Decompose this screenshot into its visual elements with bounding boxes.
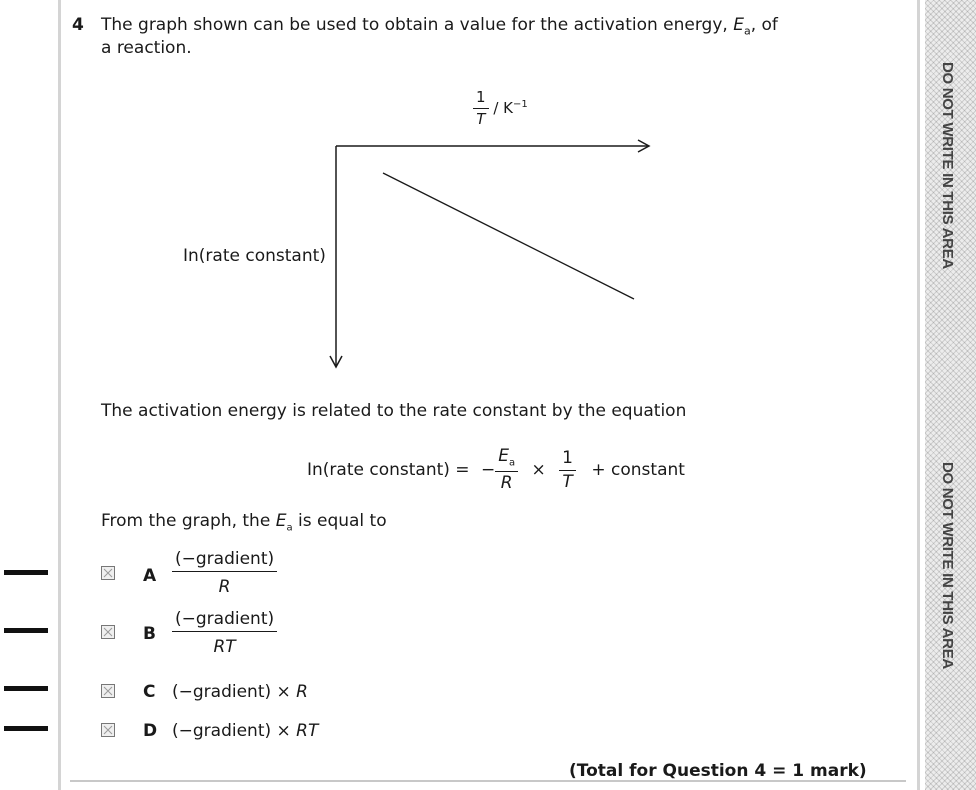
equation-intro: The activation energy is related to the rate constant by the equation <box>101 401 687 421</box>
prompt: From the graph, the $E_a$ is equal to <box>101 511 387 534</box>
total-marks: (Total for Question 4 = 1 mark) <box>569 761 867 781</box>
option-c-letter: C <box>143 682 156 702</box>
margin-tick-d <box>4 726 48 731</box>
option-d-checkbox[interactable] <box>101 723 115 737</box>
option-c-checkbox[interactable] <box>101 684 115 698</box>
option-d-letter: D <box>143 721 158 741</box>
option-a-checkbox[interactable] <box>101 566 115 580</box>
graph <box>0 0 700 380</box>
question-number: 4 <box>72 15 84 35</box>
no-write-label-bottom: DO NOT WRITE IN THIS AREA <box>939 462 956 669</box>
margin-tick-a <box>4 570 48 575</box>
right-margin-rule <box>917 0 920 790</box>
graph-line <box>383 173 634 299</box>
margin-tick-c <box>4 686 48 691</box>
question-stem-line1: The graph shown can be used to obtain a value for the activation energy, $E_a$, of <box>101 15 778 38</box>
margin-tick-b <box>4 628 48 633</box>
option-b-letter: B <box>143 624 156 644</box>
option-a-letter: A <box>143 566 157 586</box>
question-stem-line2: a reaction. <box>101 38 192 58</box>
option-a-text[interactable]: $\frac{\text{(−gradient)}}{R}$ <box>172 551 277 596</box>
option-b-checkbox[interactable] <box>101 625 115 639</box>
option-b-text[interactable]: $\frac{\text{(−gradient)}}{RT}$ <box>172 611 277 656</box>
y-axis-label: In(rate constant) <box>183 246 326 266</box>
no-write-label-top: DO NOT WRITE IN THIS AREA <box>939 62 956 269</box>
x-axis-label: $\frac{1}{T}$ / $K^{-1}$ <box>473 90 528 127</box>
option-c-text[interactable]: (−gradient) × R <box>172 682 308 702</box>
equation: In(rate constant) = − $\frac{E_a}{R}$ × $\frac{1}{T}$ + constant <box>307 446 685 494</box>
option-d-text[interactable]: (−gradient) × RT <box>172 721 319 741</box>
